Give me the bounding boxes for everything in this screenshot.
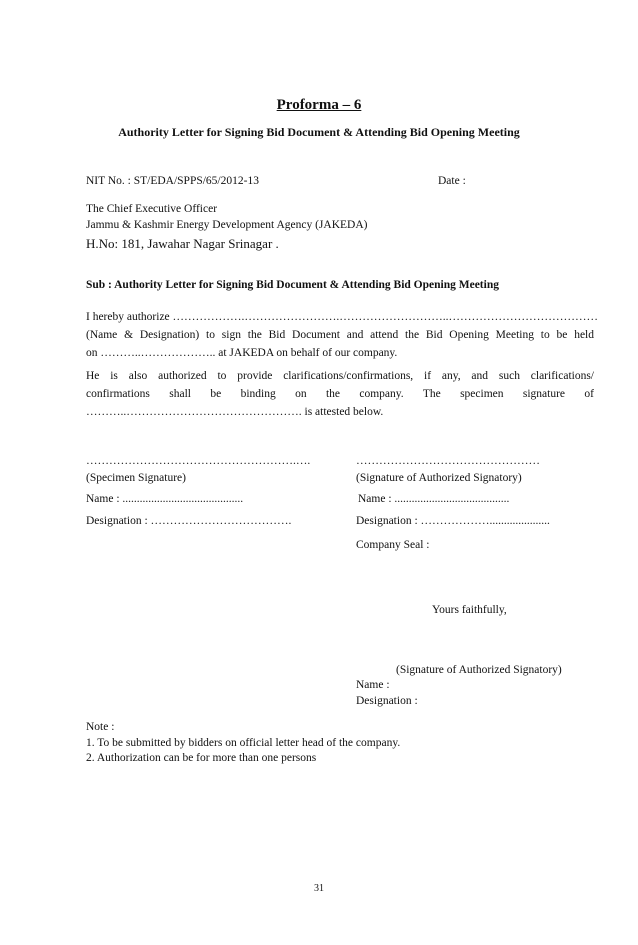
page-number: 31 <box>314 883 324 894</box>
designation-field-left: Designation : ………………………………. <box>86 515 292 527</box>
clarification-line-1: He is also authorized to provide clarifications/confirmations, if any, and such clarifications/ <box>86 370 594 382</box>
clarification-line-3: ………..………………………………………. is attested below. <box>86 406 384 418</box>
nit-number: NIT No. : ST/EDA/SPPS/65/2012-13 <box>86 175 259 187</box>
clarification-paragraph <box>86 367 594 421</box>
clarification-line-2: confirmations shall be binding on the company. The specimen signature of <box>86 388 594 400</box>
page-subtitle: Authority Letter for Signing Bid Document & Attending Bid Opening Meeting <box>118 125 520 139</box>
authorization-line-2: (Name & Designation) to sign the Bid Document and attend the Bid Opening Meeting to be held <box>86 329 594 341</box>
closing-name-label: Name : <box>356 679 390 691</box>
date-label: Date : <box>438 175 466 187</box>
closing-designation-label: Designation : <box>356 695 418 707</box>
page-title: Proforma – 6 <box>276 97 362 113</box>
address-line-1: The Chief Executive Officer <box>86 203 218 215</box>
note-item-2: 2. Authorization can be for more than one persons <box>86 752 317 764</box>
company-seal-label: Company Seal : <box>356 539 430 551</box>
designation-field-right: Designation : ………………..................... <box>356 515 550 527</box>
name-field-right: Name : ........................................ <box>358 493 510 505</box>
address-line-2: Jammu & Kashmir Energy Development Agency (JAKEDA) <box>86 219 368 231</box>
closing-signature-label: (Signature of Authorized Signatory) <box>396 664 562 676</box>
yours-faithfully: Yours faithfully, <box>432 604 507 616</box>
address-line-3: H.No: 181, Jawahar Nagar Srinagar . <box>86 236 279 251</box>
name-field-left: Name : .......................................... <box>86 493 244 505</box>
specimen-signature-line: ……………………………………………….…. <box>86 455 311 467</box>
subject-line: Sub : Authority Letter for Signing Bid Document & Attending Bid Opening Meeting <box>86 279 499 291</box>
authorized-signature-line: ………………………………………… <box>356 455 540 467</box>
note-heading: Note : <box>86 721 115 733</box>
note-item-1: 1. To be submitted by bidders on official letter head of the company. <box>86 737 401 749</box>
authorization-line-3: on ………..……………….. at JAKEDA on behalf of our company. <box>86 347 398 359</box>
specimen-signature-label: (Specimen Signature) <box>86 472 186 484</box>
authorization-paragraph <box>86 308 599 362</box>
authorization-line-1: I hereby authorize ……………….…………………….………………………..………………………………… <box>86 311 599 323</box>
authorized-signature-label: (Signature of Authorized Signatory) <box>356 472 522 484</box>
